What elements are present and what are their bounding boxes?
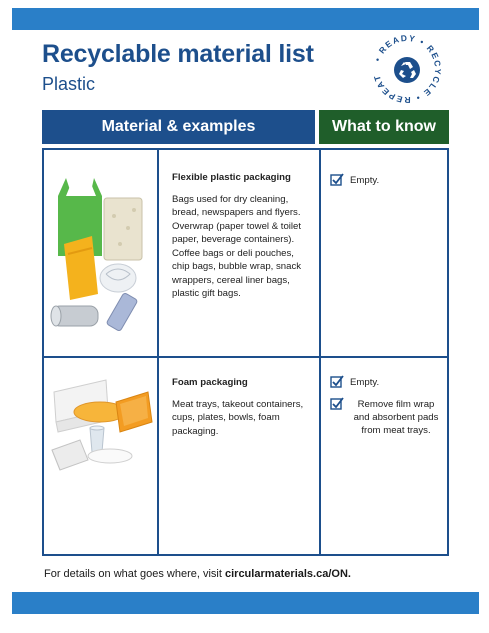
material-heading: Flexible plastic packaging: [172, 172, 291, 183]
know-item-text: Empty.: [350, 175, 380, 186]
list-item: [330, 376, 442, 389]
list-item: [330, 174, 442, 187]
recycle-icon: [394, 57, 420, 83]
foam-packaging-photo: [46, 370, 154, 480]
table-row-divider: [42, 356, 449, 358]
list-item: [330, 398, 442, 437]
footer-note: [44, 568, 351, 580]
page-title: Recyclable material list: [42, 40, 314, 68]
plastic-packaging-photo: [46, 166, 154, 346]
row-foam-packaging: [172, 376, 312, 438]
what-to-know-foam: [330, 376, 442, 446]
know-item-text: Empty.: [350, 377, 380, 388]
know-item-text: Remove film wrap and absorbent pads from meat trays.: [353, 399, 439, 436]
checkbox-checked-icon: [330, 173, 344, 187]
material-description: Meat trays, takeout containers, cups, plates, bowls, foam packaging.: [172, 398, 304, 437]
bottom-accent-bar: [12, 592, 479, 614]
column-header-material: Material & examples: [42, 110, 315, 144]
table-divider: [157, 148, 159, 556]
material-heading: Foam packaging: [172, 377, 248, 388]
badge-ring-text: • READY • RECYCLE • REPEAT: [371, 32, 444, 106]
ready-recycle-repeat-badge: [368, 30, 446, 108]
page-subtitle: Plastic: [42, 74, 96, 94]
column-header-what-to-know: What to know: [319, 110, 449, 144]
top-accent-bar: [12, 8, 479, 30]
row-flexible-plastic: [172, 171, 312, 301]
checkbox-checked-icon: [330, 397, 344, 411]
what-to-know-flexible-plastic: [330, 174, 442, 196]
material-description: Bags used for dry cleaning, bread, newspapers and flyers. Overwrap (paper towel & toilet paper, beverage containers). Coffee bags or deli pouches, chip bags, bubble wrap, snack wrappers, cereal liner bags, plastic gift bags.: [172, 193, 302, 299]
checkbox-checked-icon: [330, 375, 344, 389]
table-divider: [319, 148, 321, 556]
footer-link[interactable]: circularmaterials.ca/ON.: [224, 568, 351, 580]
footer-prefix: For details on what goes where, visit: [44, 568, 225, 580]
